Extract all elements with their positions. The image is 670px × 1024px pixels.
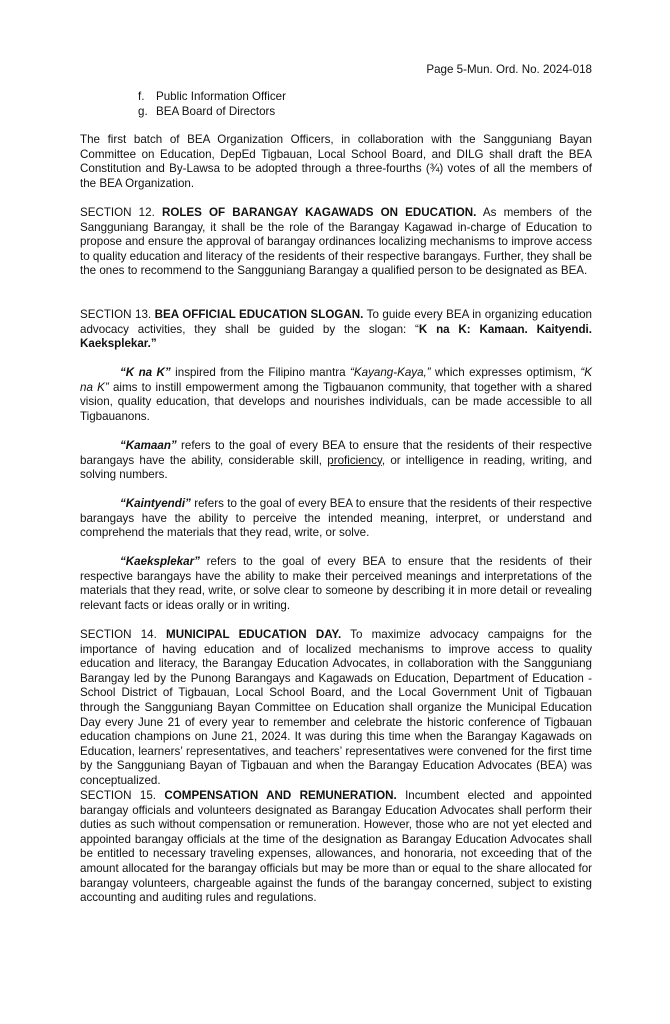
section-body: To guide every BEA in organizing education advocacy activities, they shall be guided by the slogan: “ xyxy=(80,308,593,336)
paragraph-text: aims to instill empowerment among the Tigbauanon community, that together with a shared vision, quality education, that develops and nourishes individuals, can be made accessible to all Tigbauanons. xyxy=(80,380,592,423)
section-body: To maximize advocacy campaigns for the importance of having education and of localized mechanisms to improve access to quality education and literacy, the Barangay Education Advocates, in collaboration with the Sangguniang Barangay led by the Punong Barangays and Kagawads on Education, Department of Education - School District of Tigbauan, Local School Board, and the Local Government Unit of Tigbauan through the Sangguniang Bayan Committee on Education shall organize the Municipal Education Day every June 21 of every year to remember and celebrate the historic conference of Tigbauan education champions on June 21, 2024. It was during this time when the Barangay Kagawads on Education, learners’ representatives, and teachers’ representatives were convened for the first time by the Sangguniang Bayan of Tigbauan and when the Barangay Education Advocates (BEA) was conceptualized. xyxy=(80,628,592,787)
k-na-k-paragraph xyxy=(80,366,592,424)
section-body: Incumbent elected and appointed barangay officials and volunteers designated as Barangay Education Advocates shall perform their duties as such without compensation or remuneration. However, those who are not yet elected and appointed barangay officials at the time of the designation as Barangay Education Advocates shall be entitled to necessary traveling expenses, allowances, and honoraria, not exceeding that of the amount allocated for the barangay officials but may be more than or equal to the share allocated for barangay volunteers, chargeable against the funds of the barangay concerned, subject to existing accounting and auditing rules and regulations. xyxy=(80,789,592,905)
section-title: MUNICIPAL EDUCATION DAY. xyxy=(166,628,342,641)
paragraph-text: refers to the goal of every BEA to ensure that the residents of their respective barangays have the ability, considerable skill, xyxy=(80,439,592,467)
page-reference: Page 5-Mun. Ord. No. 2024-018 xyxy=(426,63,592,76)
list-marker: f. xyxy=(138,90,145,103)
kaintyendi-paragraph xyxy=(80,497,592,541)
paragraph-text: which expresses optimism, xyxy=(430,366,581,379)
section-title: ROLES OF BARANGAY KAGAWADS ON EDUCATION. xyxy=(161,206,477,219)
term-k-na-k: “K na K” xyxy=(120,366,171,379)
list-text: Public Information Officer xyxy=(156,90,286,103)
mantra: “Kayang-Kaya,” xyxy=(350,366,431,379)
section-label: SECTION 13. xyxy=(80,308,152,321)
list-item xyxy=(138,105,286,120)
section-12 xyxy=(80,206,592,279)
term-kaeksplekar: “Kaeksplekar” xyxy=(120,555,200,568)
section-15 xyxy=(80,789,592,906)
section-title: COMPENSATION AND REMUNERATION. xyxy=(164,789,397,802)
section-label: SECTION 14. xyxy=(80,628,157,641)
officer-list xyxy=(138,90,286,119)
list-marker: g. xyxy=(138,104,148,118)
section-label: SECTION 15. xyxy=(80,789,157,802)
paragraph-text: refers to the goal of every BEA to ensure that the residents of their respective barangays have the ability to perceive the intended meaning, interpret, or understand and comprehend the materials that they read, write, or solve. xyxy=(80,497,592,540)
paragraph-text: refers to the goal of every BEA to ensure that the residents of their respective barangays have the ability to make their perceived meanings and interpretations of the materials that they read, write, or solve clear to someone by describing it in more detail or revealing relevant facts or ideas orally or in writing. xyxy=(80,555,592,612)
term-kamaan: “Kamaan” xyxy=(120,439,177,452)
list-item xyxy=(138,90,286,105)
proficiency-underlined: proficiency xyxy=(327,453,382,467)
slogan: K na K: Kamaan. Kaityendi. Kaeksplekar.” xyxy=(80,322,592,351)
section-14 xyxy=(80,628,592,789)
section-title: BEA OFFICIAL EDUCATION SLOGAN. xyxy=(154,308,364,321)
kamaan-paragraph xyxy=(80,439,592,483)
section-body: As members of the Sangguniang Barangay, it shall be the role of the Barangay Kagawad in-charge of Education to propose and ensure the approval of barangay ordinances localizing mechanisms to improve access to quality education and literacy of the residents of their respective barangays. Further, they shall be the ones to recommend to the Sangguniang Barangay a qualified person to be designated as BEA. xyxy=(80,206,592,278)
first-batch-paragraph: The first batch of BEA Organization Officers, in collaboration with the Sangguniang Bayan Committee on Education, DepEd Tigbauan, Local School Board, and DILG shall draft the BEA Constitution and By-Lawsa to be adopted through a three-fourths (¾) votes of all the members of the BEA Organization. xyxy=(80,133,592,190)
paragraph-text: , or intelligence in reading, writing, and solving numbers. xyxy=(80,453,592,482)
section-13 xyxy=(80,308,592,352)
term-k-na-k-repeat: “K na K” xyxy=(80,366,593,394)
paragraph-text: inspired from the Filipino mantra xyxy=(170,366,351,379)
list-text: BEA Board of Directors xyxy=(156,104,276,118)
kaeksplekar-paragraph xyxy=(80,555,592,613)
term-kaintyendi: “Kaintyendi” xyxy=(120,497,191,510)
section-label: SECTION 12. xyxy=(80,206,155,219)
